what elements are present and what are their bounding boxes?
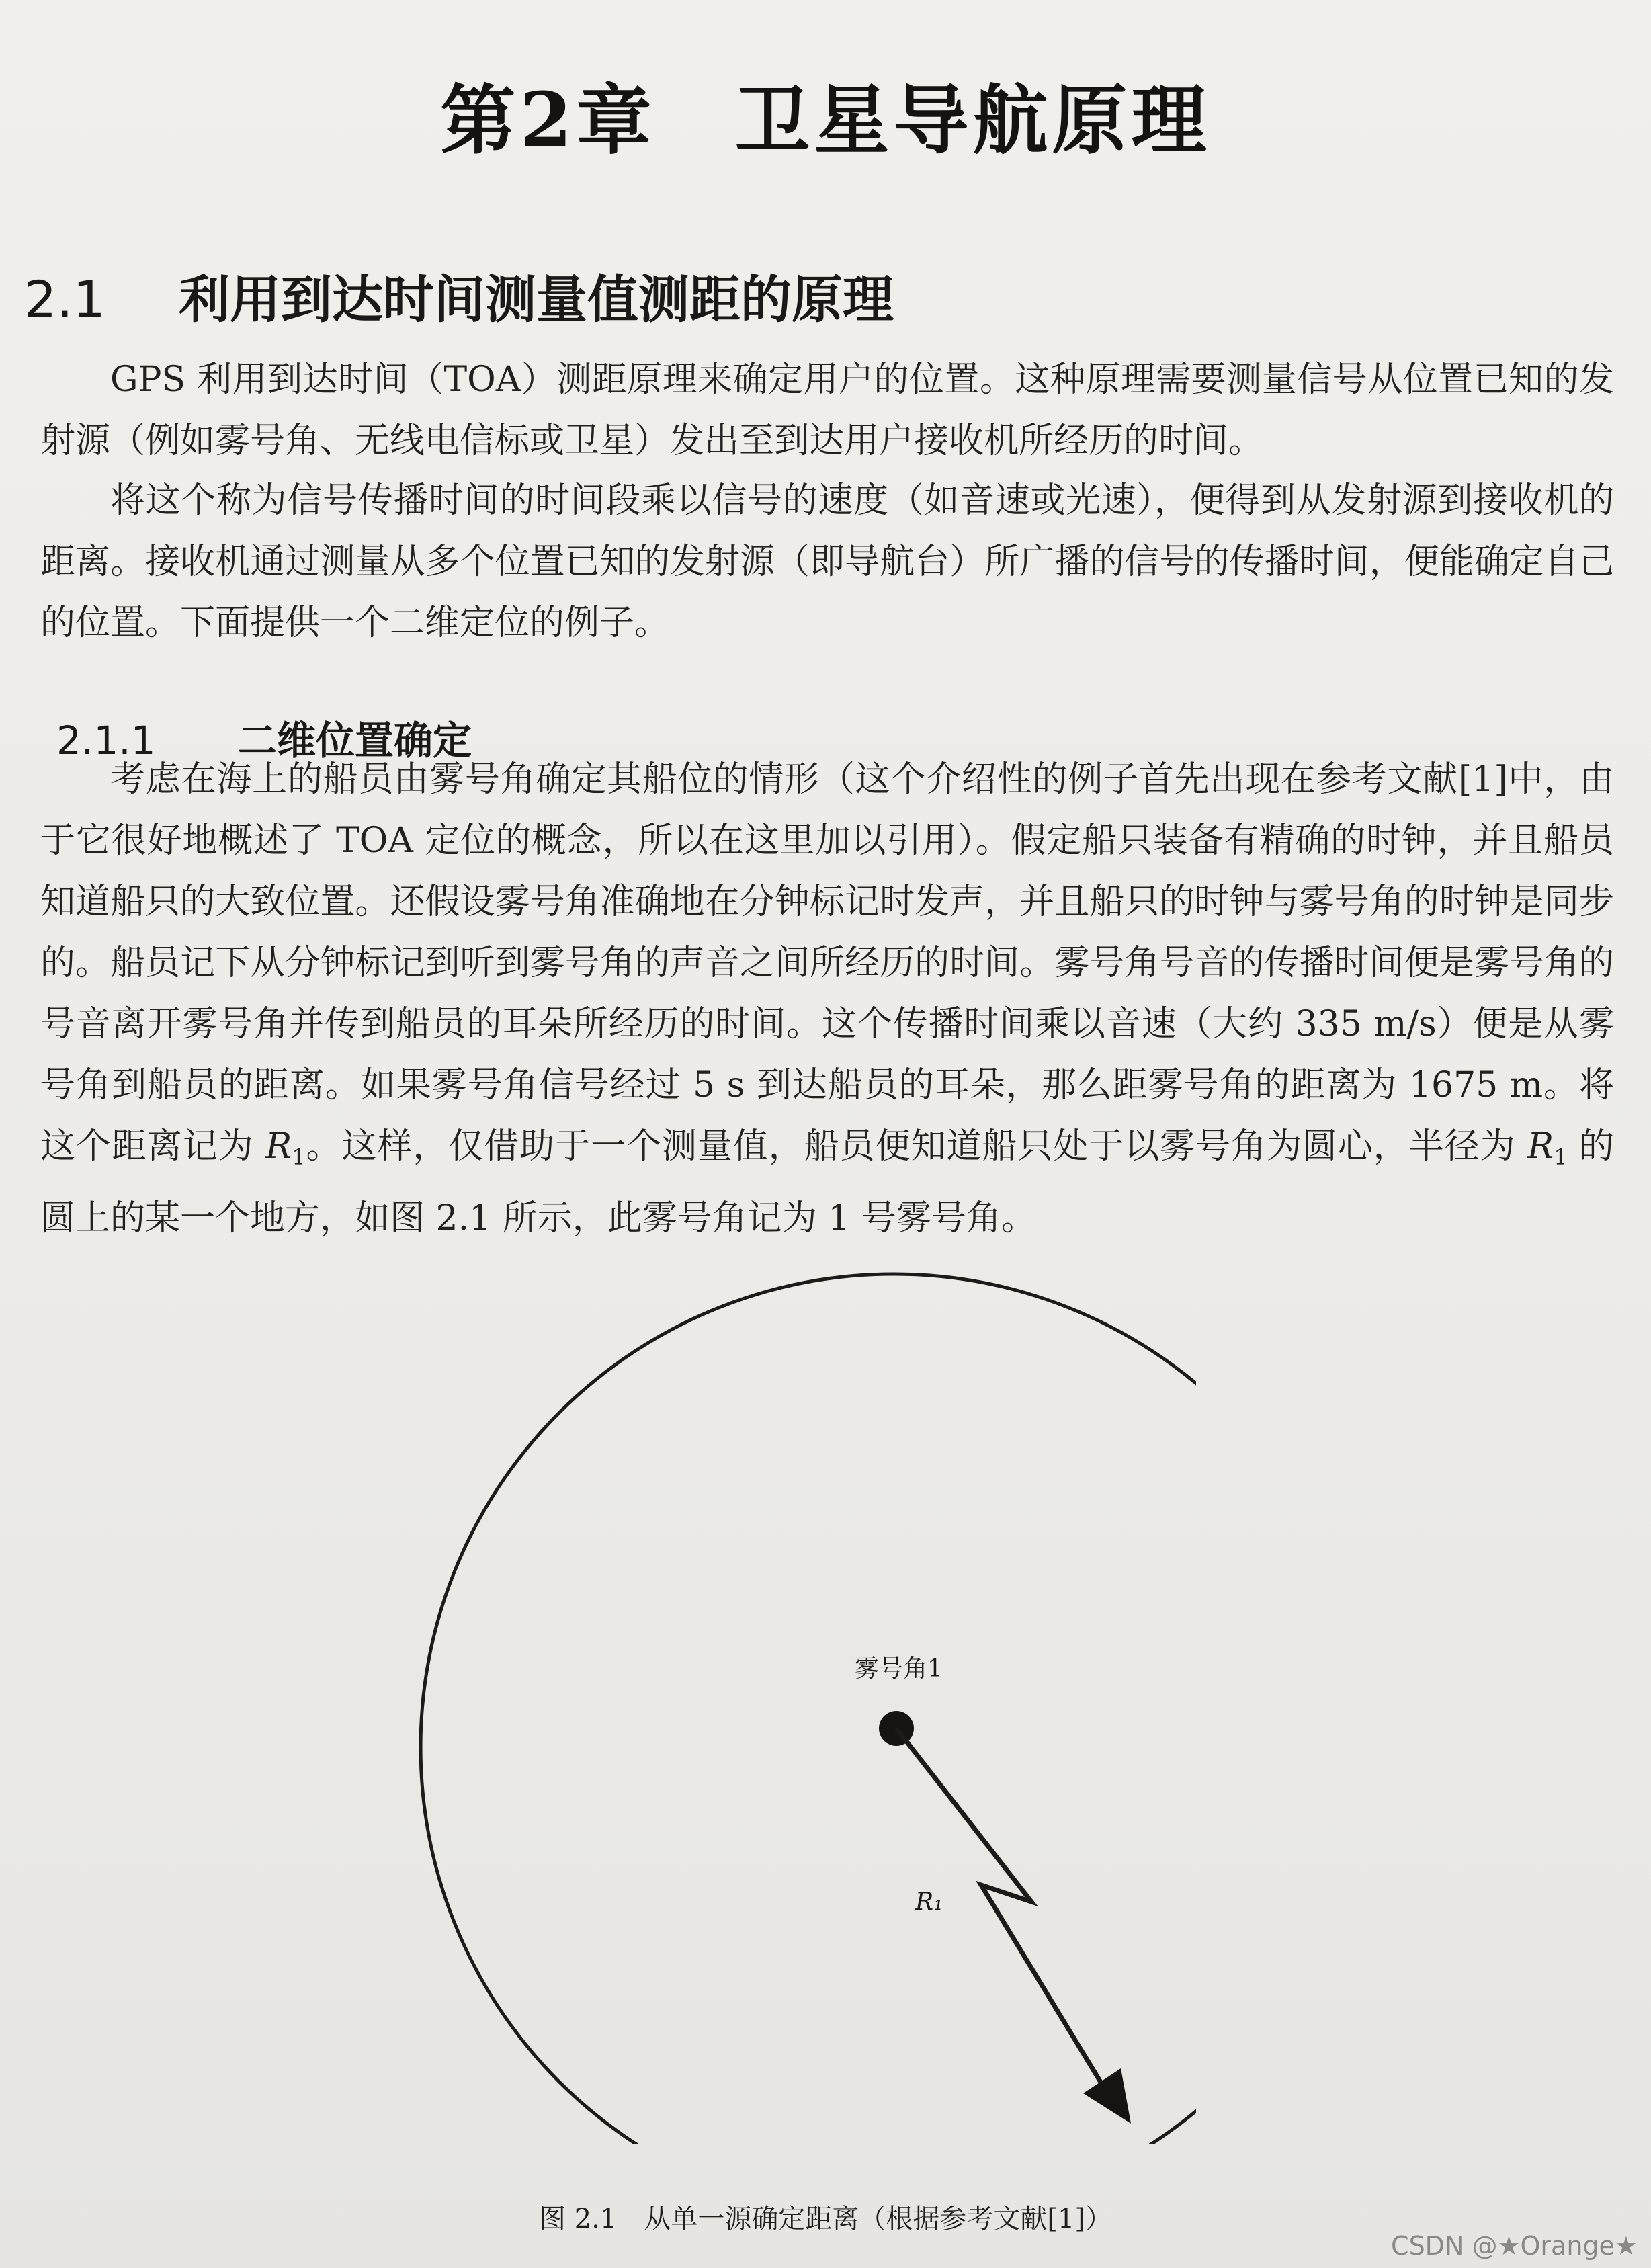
r1-symbol-2: R — [1527, 1126, 1554, 1167]
paragraph-propagation-time: 将这个称为信号传播时间的时间段乘以信号的速度（如音速或光速），便得到从发射源到接收机的距离。接收机通过测量从多个位置已知的发射源（即导航台）所广播的信号的传播时间，便能确定自己的位置。下面提供一个二维定位的例子。 — [40, 480, 1614, 643]
subsection-number: 2.1.1 — [56, 718, 156, 763]
watermark: CSDN @★Orange★ — [1391, 2231, 1638, 2261]
r1-subscript: 1 — [292, 1144, 306, 1170]
p3-text-part3: 的圆上的某一个地方，如图 2.1 所示，此雾号角记为 1 号雾号角。 — [40, 1126, 1615, 1238]
figure-caption: 图 2.1 从单一源确定距离（根据参考文献[1]） — [539, 2203, 1112, 2234]
range-circle — [421, 1274, 1196, 2144]
figure-range-circle — [417, 1250, 1196, 2144]
chapter-title: 第2章 卫星导航原理 — [440, 77, 1211, 165]
subsection-title: 二维位置确定 — [238, 718, 472, 763]
p3-text-part1: 考虑在海上的船员由雾号角确定其船位的情形（这个介绍性的例子首先出现在参考文献[1]中，由于它很好地概述了 TOA 定位的概念，所以在这里加以引用）。假定船只装备有精确的时钟，并且船员知道船只的大致位置。还假设雾号角准确地在分钟标记时发声，并且船只的时钟与雾号角的时钟是同步的。船员记下从分钟标记到听到雾号角的声音之间所经历的时间。雾号角号音的传播时间便是雾号角的号音离开雾号角并传到船员的耳朵所经历的时间。这个传播时间乘以音速（大约 335 m/s）便是从雾号角到船员的距离。如果雾号角信号经过 5 s 到达船员的耳朵，那么距雾号角的距离为 1675 m。将这个距离记为 — [40, 759, 1614, 1167]
section-number: 2.1 — [24, 269, 105, 329]
r1-symbol: R — [265, 1126, 292, 1167]
figure-svg — [417, 1250, 1196, 2144]
r1-subscript-2: 1 — [1554, 1144, 1568, 1170]
radius-label: R₁ — [915, 1888, 943, 1916]
foghorn-label: 雾号角1 — [855, 1655, 943, 1683]
section-heading — [24, 259, 894, 332]
radius-arrow-head — [1083, 2068, 1131, 2124]
paragraph-foghorn-example — [40, 749, 1614, 1249]
p3-text-part2: 。这样，仅借助于一个测量值，船员便知道船只处于以雾号角为圆心，半径为 — [305, 1126, 1528, 1167]
section-title: 利用到达时间测量值测距的原理 — [179, 269, 894, 329]
paragraph-toa-intro: GPS 利用到达时间（TOA）测距原理来确定用户的位置。这种原理需要测量信号从位置已知的发射源（例如雾号角、无线电信标或卫星）发出至到达用户接收机所经历的时间。 — [40, 360, 1614, 461]
